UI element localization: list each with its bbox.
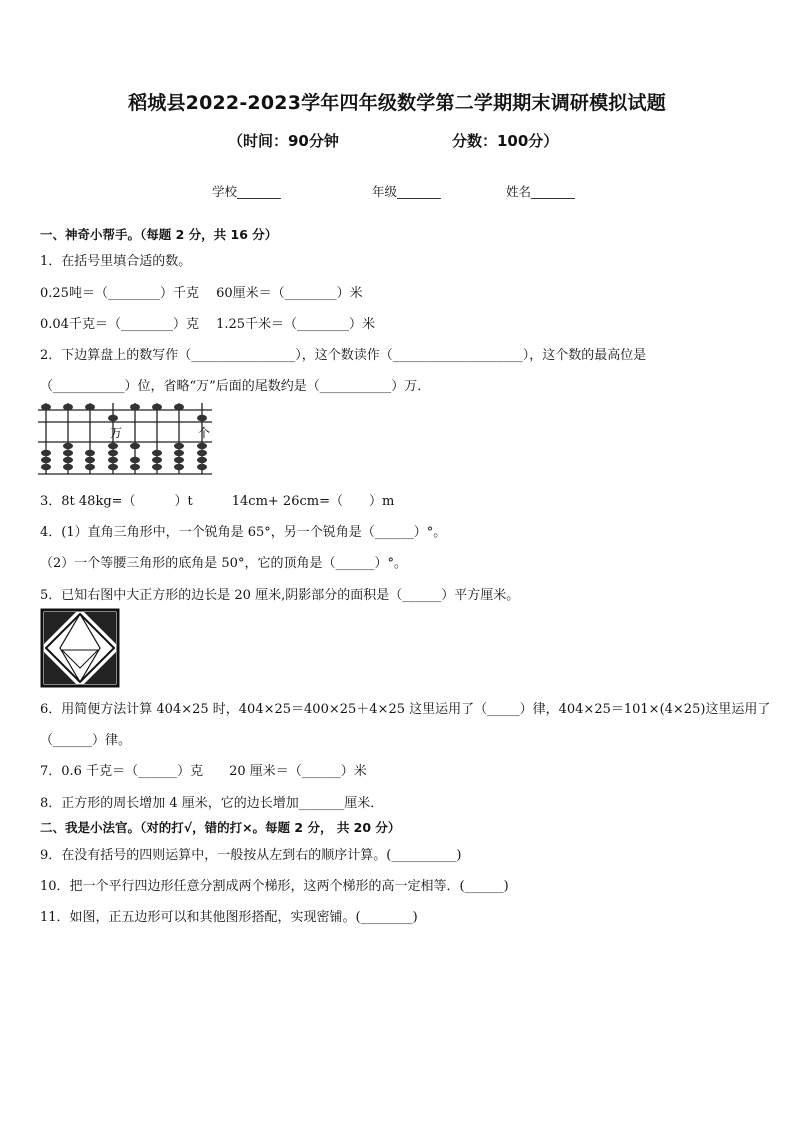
question-10: 10．把一个平行四边形任意分割成两个梯形，这两个梯形的高一定相等．(______)	[40, 879, 509, 894]
school-field: 学校_______	[212, 184, 281, 199]
exam-title: 稻城县2022-2023学年四年级数学第二学期期末调研模拟试题	[128, 92, 666, 114]
question-8: 8．正方形的周长增加 4 厘米，它的边长增加_______厘米．	[40, 796, 384, 811]
abacus-ge-label: 个	[198, 426, 211, 440]
grade-field: 年级_______	[372, 184, 441, 199]
abacus-figure	[36, 400, 216, 476]
question-1a: 0.25吨＝（________）千克 60厘米＝（________）米	[40, 286, 363, 301]
section1-heading: 一、神奇小帮手。（每题 2 分，共 16 分）	[40, 227, 278, 242]
exam-time: （时间：90分钟	[228, 132, 339, 150]
square-figure	[40, 608, 120, 688]
question-4b: （2）一个等腰三角形的底角是 50°，它的顶角是（______）°。	[40, 556, 407, 571]
question-2b: （___________）位，省略“万”后面的尾数约是（___________）万．	[40, 379, 431, 394]
question-3: 3．8t 48kg=（ ）t 14cm+ 26cm=（ ）m	[40, 494, 395, 509]
question-11: 11．如图，正五边形可以和其他图形搭配，实现密铺。(________)	[40, 910, 418, 925]
question-7: 7．0.6 千克＝（______）克 20 厘米＝（______）米	[40, 764, 367, 779]
question-6a: 6．用简便方法计算 404×25 时，404×25＝400×25＋4×25 这里运用了（_____）律，404×25＝101×(4×25)这里运用了	[40, 702, 771, 717]
question-9: 9．在没有括号的四则运算中，一般按从左到右的顺序计算。(__________)	[40, 848, 462, 863]
question-6b: （______）律。	[40, 733, 132, 748]
question-5: 5．已知右图中大正方形的边长是 20 厘米,阴影部分的面积是（______）平方厘米。	[40, 588, 520, 603]
question-4a: 4．(1）直角三角形中，一个锐角是 65°，另一个锐角是（______）°。	[40, 525, 447, 540]
name-field: 姓名_______	[506, 184, 575, 199]
abacus-wan-label: 万	[110, 426, 123, 440]
question-2a: 2．下边算盘上的数写作（________________），这个数读作（____________________），这个数的最高位是	[40, 348, 647, 363]
question-1: 1．在括号里填合适的数。	[40, 254, 192, 269]
exam-score: 分数：100分）	[452, 132, 559, 150]
question-1b: 0.04千克＝（________）克 1.25千米＝（________）米	[40, 317, 376, 332]
section2-heading: 二、我是小法官。（对的打√，错的打×。每题 2 分， 共 20 分）	[40, 820, 401, 835]
